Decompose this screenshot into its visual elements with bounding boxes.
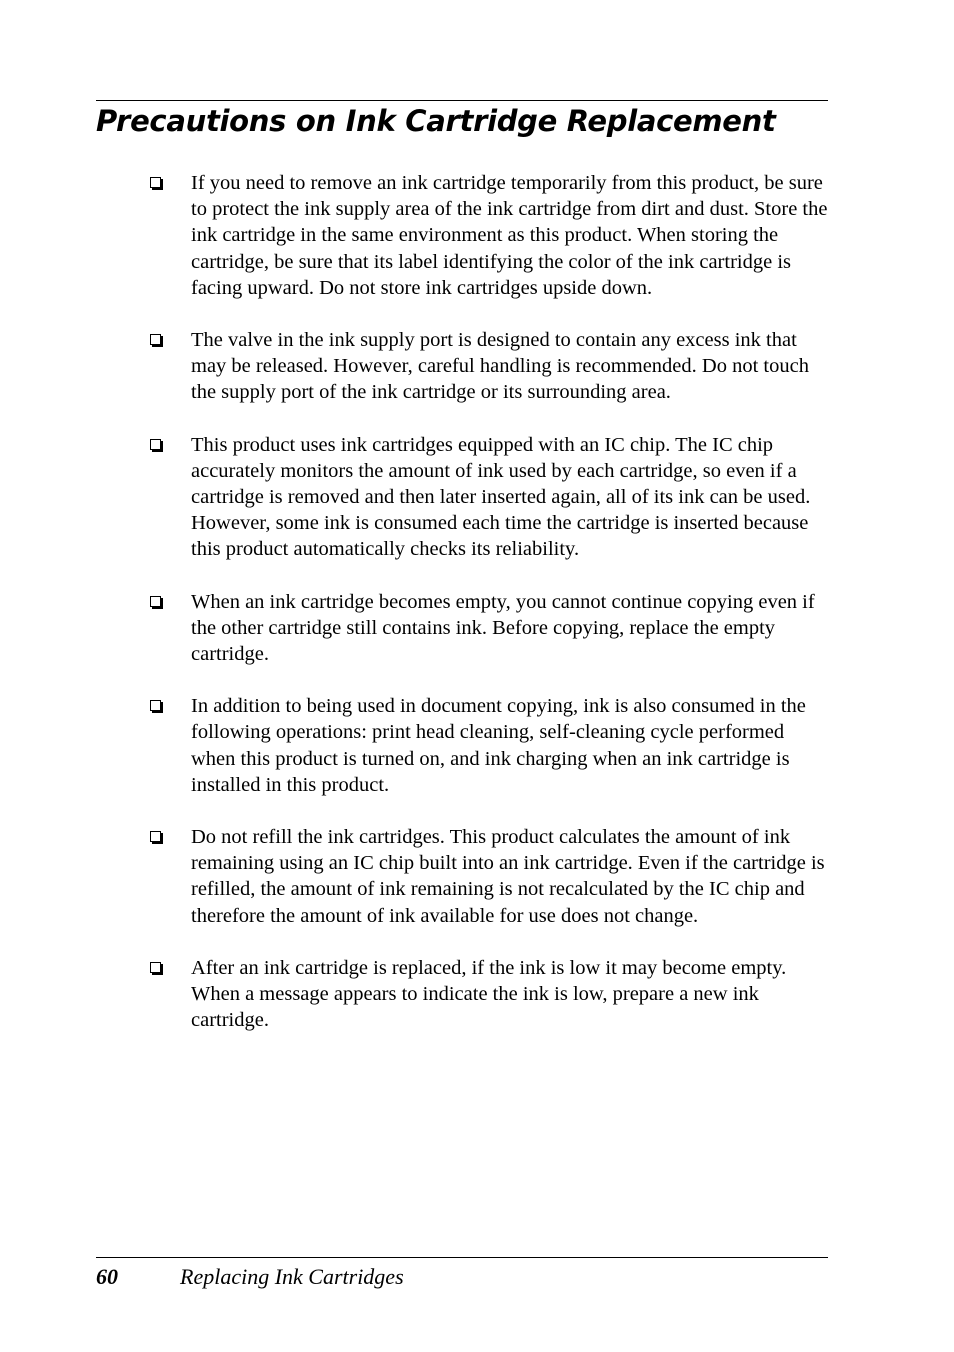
list-item-text: In addition to being used in document copying, ink is also consumed in the following operations: print head cleaning, self-cleaning cycle performed when this product is turned on, and ink charging when an ink cartridge is installed in this product. [191, 695, 806, 796]
list-item-text: The valve in the ink supply port is designed to contain any excess ink that may be released. However, careful handling is recommended. Do not touch the supply port of the ink cartridge or its surrounding area. [191, 329, 809, 404]
list-item [148, 170, 828, 301]
list-item-text: Do not refill the ink cartridges. This product calculates the amount of ink remaining using an IC chip built into an ink cartridge. Even if the cartridge is refilled, the amount of ink remaining is not recalculated by the IC chip and therefore the amount of ink available for use does not change. [191, 826, 825, 927]
section-title: Precautions on Ink Cartridge Replacement [96, 104, 776, 138]
checkbox-bullet-icon [150, 962, 161, 973]
list-item [148, 955, 828, 1034]
list-item [148, 693, 828, 798]
list-item [148, 432, 828, 563]
list-item [148, 327, 828, 406]
page-footer [96, 1262, 404, 1292]
list-item-text: If you need to remove an ink cartridge temporarily from this product, be sure to protect the ink supply area of the ink cartridge from dirt and dust. Store the ink cartridge in the same environment as this product. When storing the cartridge, be sure that its label identifying the color of the ink cartridge is facing upward. Do not store ink cartridges upside down. [191, 172, 828, 299]
checkbox-bullet-icon [150, 334, 161, 345]
page-number: 60 [96, 1264, 118, 1289]
checkbox-bullet-icon [150, 177, 161, 188]
list-item-text: After an ink cartridge is replaced, if the ink is low it may become empty. When a message appears to indicate the ink is low, prepare a new ink cartridge. [191, 956, 787, 1032]
chapter-title: Replacing Ink Cartridges [180, 1264, 404, 1289]
checkbox-bullet-icon [150, 831, 161, 842]
footer-rule [96, 1257, 828, 1258]
checkbox-bullet-icon [150, 700, 161, 711]
list-item-text: This product uses ink cartridges equipped with an IC chip. The IC chip accurately monitors the amount of ink used by each cartridge, so even if a cartridge is removed and then later inserted again, all of its ink can be used. However, some ink is consumed each time the cartridge is inserted because this product automatically checks its reliability. [191, 433, 811, 561]
list-item [148, 589, 828, 668]
precautions-list [148, 170, 828, 1059]
list-item-text: When an ink cartridge becomes empty, you cannot continue copying even if the other cartridge still contains ink. Before copying, replace the empty cartridge. [191, 590, 815, 666]
checkbox-bullet-icon [150, 596, 161, 607]
checkbox-bullet-icon [150, 439, 161, 450]
list-item [148, 824, 828, 929]
